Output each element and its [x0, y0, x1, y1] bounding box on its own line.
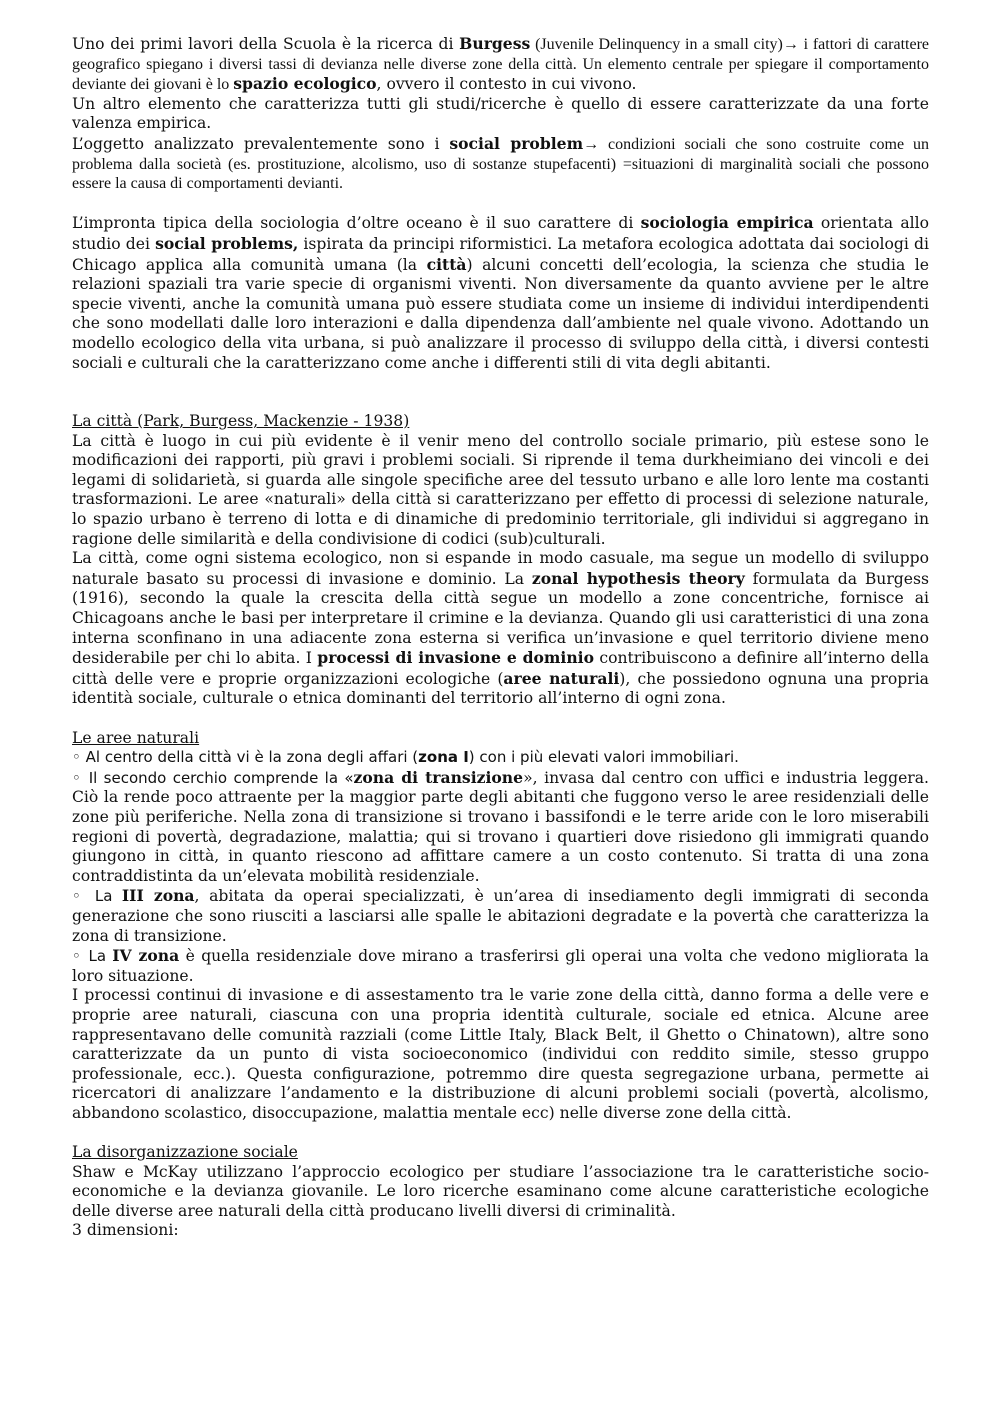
term-zona-1: zona I: [418, 748, 469, 767]
text: ◦ La: [72, 887, 122, 906]
text: ◦ La: [72, 947, 113, 966]
term-zona-4: IV zona: [112, 946, 180, 966]
text: Uno dei primi lavori della Scuola è la ricerca di: [72, 35, 460, 53]
document-page: [72, 34, 929, 1241]
term-zona-3: III zona: [121, 886, 195, 906]
text: , abitata da operai specializzati, è un’area di insediamento degli immigrati di seconda generazione che sono riusciti a lasciarsi alle spalle le abitazioni degradate e la povertà che caratterizza la zona di transizione.: [72, 887, 929, 945]
list-item-zona-3: [72, 886, 929, 946]
term-sociologia-empirica: sociologia empirica: [640, 213, 814, 233]
text: ◦ Al centro della città vi è la zona degli affari (: [72, 748, 419, 767]
text: → condizioni sociali che sono costruite come un problema dalla società (es. prostituzione, alcolismo, uso di sostanze stupefacenti) =situazioni di marginalità sociali che possono essere la causa di comportamenti devianti.: [72, 135, 929, 193]
text: », invasa dal centro con uffici e industria leggera. Ciò la rende poco attraente per la maggior parte degli abitanti che fuggono verso le aree residenziali delle zone più periferiche. Nella zona di transizione si trovano i bassifondi e le terre aride con le loro miserabili regioni di povertà, degradazione, malattia; qui si trovano i quartieri dove risiedono gli immigrati quando giungono in città, in quanto riescono ad affittare camere a un costo contenuto. Si tratta di una zona contraddistinta da un’elevata mobilità residenziale.: [72, 768, 929, 885]
text: ispirata da principi riformistici. La metafora ecologica adottata dai sociologi di Chicago applica alla comunità umana (la: [72, 234, 929, 274]
intro-paragraph-burgess: [72, 34, 929, 95]
text: L’oggetto analizzato prevalentemente sono i: [72, 134, 450, 153]
paragraph-tre-dimensioni: 3 dimensioni:: [72, 1221, 179, 1240]
term-citta: città: [426, 254, 467, 274]
text: , ovvero il contesto in cui vivono.: [376, 75, 637, 94]
paragraph-citta-controllo: La città è luogo in cui più evidente è il venir meno del controllo sociale primario, più estese sono le modificazioni dei rapporti, più gravi i problemi sociali. Si riprende il tema durkheimiano dei vincoli e dei legami di solidarietà, si guarda alle singole specifiche aree del tessuto urbano e alle loro lente ma costanti trasformazioni. Le aree «naturali» della città si caratterizzano per effetto di processi di selezione naturale, lo spazio urbano è terreno di lotta e di dinamiche di predominio territoriale, gli individui si aggregano in ragione delle similarità e della condivisione di codici (sub)culturali.: [72, 431, 929, 548]
text: (Juvenile Delinquency in a small city)→ i fattori di carattere geografico spiegano i diversi tassi di devianza nelle diverse zone della città. Un elemento centrale per spiegare il comportamento deviante dei giovani è lo: [72, 36, 929, 94]
term-zona-transizione: zona di transizione: [353, 767, 524, 787]
paragraph-shaw-mckay: Shaw e McKay utilizzano l’approccio ecologico per studiare l’associazione tra le caratteristiche socio-economiche e la devianza giovanile. Le loro ricerche esaminano come alcune caratteristiche ecologiche delle diverse aree naturali della città producano livelli diversi di criminalità.: [72, 1162, 929, 1220]
spacer: [72, 1123, 929, 1143]
heading-disorganizzazione: La disorganizzazione sociale: [72, 1143, 298, 1162]
term-spazio-ecologico: spazio ecologico: [233, 74, 377, 94]
spacer: [72, 373, 929, 412]
term-invasione-dominio: processi di invasione e dominio: [317, 648, 594, 668]
list-item-zona-4: [72, 946, 929, 986]
term-aree-naturali: aree naturali: [503, 668, 620, 688]
term-social-problem: social problem: [449, 133, 584, 153]
paragraph-sociologia-empirica: [72, 213, 929, 373]
spacer: [72, 709, 929, 729]
list-item-zona-2: [72, 768, 929, 887]
term-social-problems: social problems,: [155, 233, 299, 253]
intro-paragraph-social-problem: [72, 134, 929, 194]
paragraph-processi-continui: I processi continui di invasione e di assestamento tra le varie zone della città, danno forma a delle vere e proprie aree naturali, ciascuna con una propria identità culturale, sociale ed etnica. Alcune aree rappresentavano delle comunità razziali (come Little Italy, Black Belt, il Ghetto o Chinatown), altre sono caratterizzate da un punto di vista socioeconomico (individui con reddito simile, stesso gruppo professionale, ecc.). Questa configurazione, potremmo dire questa segregazione urbana, permette ai ricercatori di analizzare l’andamento e la distribuzione di alcuni problemi sociali (povertà, alcolismo, abbandono scolastico, disoccupazione, malattia mentale ecc) nelle diverse zone della città.: [72, 986, 929, 1122]
term-zonal-hypothesis: zonal hypothesis theory: [531, 568, 745, 588]
text: L’impronta tipica della sociologia d’oltre oceano è il suo carattere di: [72, 214, 641, 233]
text: La città, come ogni sistema ecologico, non si espande in modo casuale, ma segue un modello di sviluppo naturale basato su processi di invasione e dominio. La: [72, 549, 929, 588]
heading-la-citta: La città (Park, Burgess, Mackenzie - 1938): [72, 412, 410, 431]
text: ) con i più elevati valori immobiliari.: [468, 748, 739, 767]
term-burgess: Burgess: [459, 34, 531, 53]
spacer: [72, 194, 929, 214]
text: ◦ Il secondo cerchio comprende la «: [72, 768, 354, 787]
text: ) alcuni concetti dell’ecologia, la scienza che studia le relazioni spaziali tra varie specie di organismi viventi. Non diversamente da quanto avviene per le altre specie viventi, anche la comunità umana può essere studiata come un insieme di individui interdipendenti che sono modellati dalle loro interazioni e dalla dipendenza dall’ambiente nel quale vivono. Adottando un modello ecologico della vita urbana, si può analizzare il processo di sviluppo della città, i diversi contesti sociali e culturali che la caratterizzano come anche i differenti stili di vita degli abitanti.: [72, 255, 930, 372]
text: contribuiscono a definire all’interno della città delle vere e proprie organizzazioni ecologiche (: [72, 649, 930, 688]
heading-aree-naturali: Le aree naturali: [72, 728, 200, 747]
text: è quella residenziale dove mirano a trasferirsi gli operai una volta che vedono migliorata la loro situazione.: [72, 947, 929, 985]
paragraph-citta-zonal: [72, 549, 929, 709]
text: formulata da Burgess (1916), secondo la quale la crescita della città segue un modello a zone concentriche, fornisce ai Chicagoans anche le basi per interpretare il crimine e la devianza. Quando gli usi caratteristici di una zona interna sconfinano in una adiacente zona esterna si verifica un’invasione e quel territorio diviene meno desiderabile per chi lo abita. I: [72, 569, 929, 668]
text: ), che possiedono ognuna una propria identità sociale, culturale o etnica dominanti del territorio all’interno di ogni zona.: [72, 669, 929, 708]
intro-paragraph-empirica: Un altro elemento che caratterizza tutti gli studi/ricerche è quello di essere caratterizzate da una forte valenza empirica.: [72, 94, 929, 133]
list-item-zona-1: [72, 748, 929, 768]
text: orientata allo studio dei: [72, 214, 929, 253]
